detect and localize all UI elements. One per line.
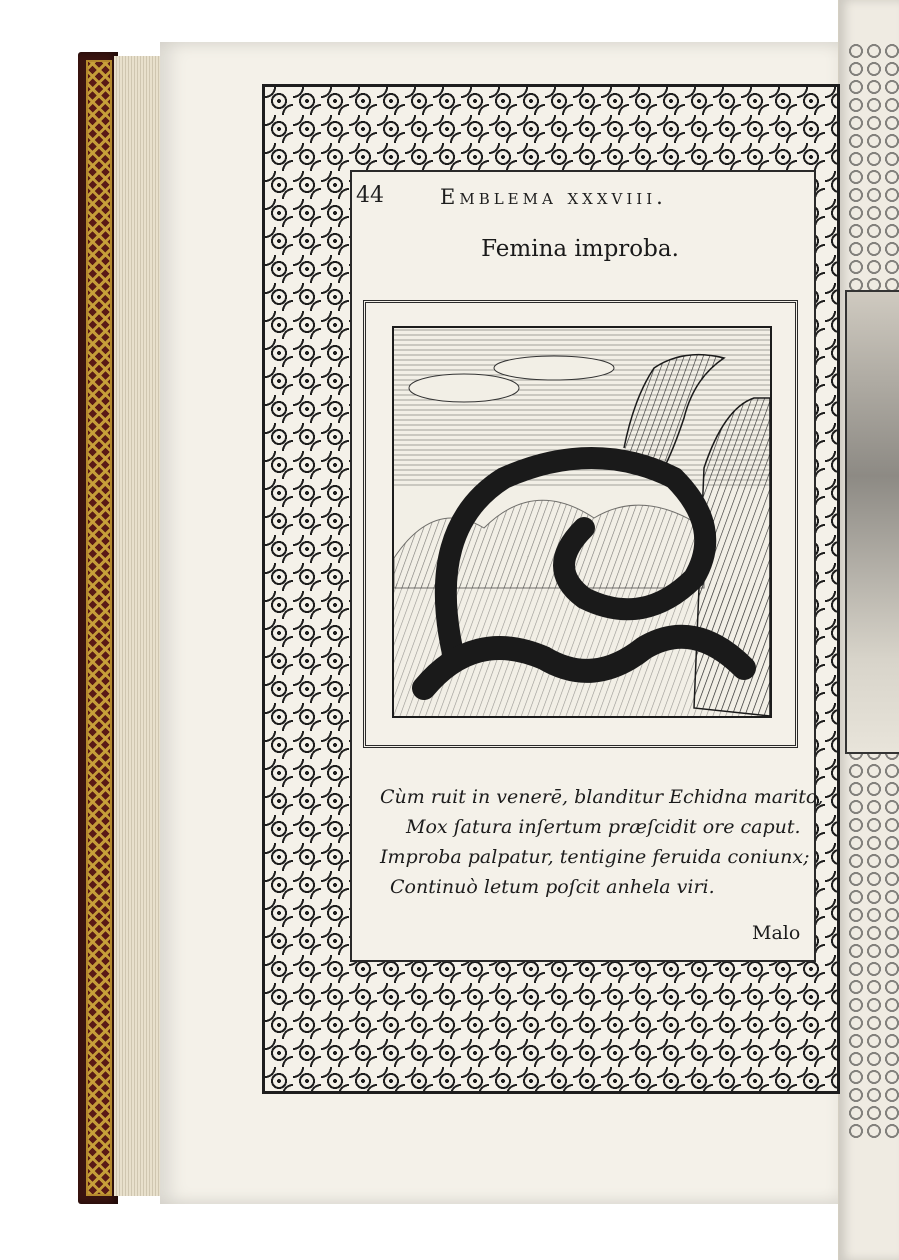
verse-line: Cùm ruit in venerē, blanditur Echidna marito, [380, 786, 824, 808]
facing-page-edge [838, 0, 899, 1260]
facing-page-woodcut [845, 290, 899, 754]
woodcut-serpent-landscape-icon [392, 326, 772, 718]
emblem-title: Femina improba. [481, 236, 679, 262]
running-head: Emblema xxxviii. [440, 185, 667, 209]
verse-block [380, 782, 824, 902]
verse-line: Improba palpatur, tentigine feruida coniunx; [380, 846, 810, 868]
verse-line: Mox ſatura inſertum præſcidit ore caput. [406, 816, 801, 838]
page-number: 44 [356, 183, 384, 208]
catchword: Malo [752, 922, 801, 944]
gilt-tooling-decoration [86, 60, 112, 1196]
verse-line: Continuò letum poſcit anhela viri. [390, 876, 715, 898]
